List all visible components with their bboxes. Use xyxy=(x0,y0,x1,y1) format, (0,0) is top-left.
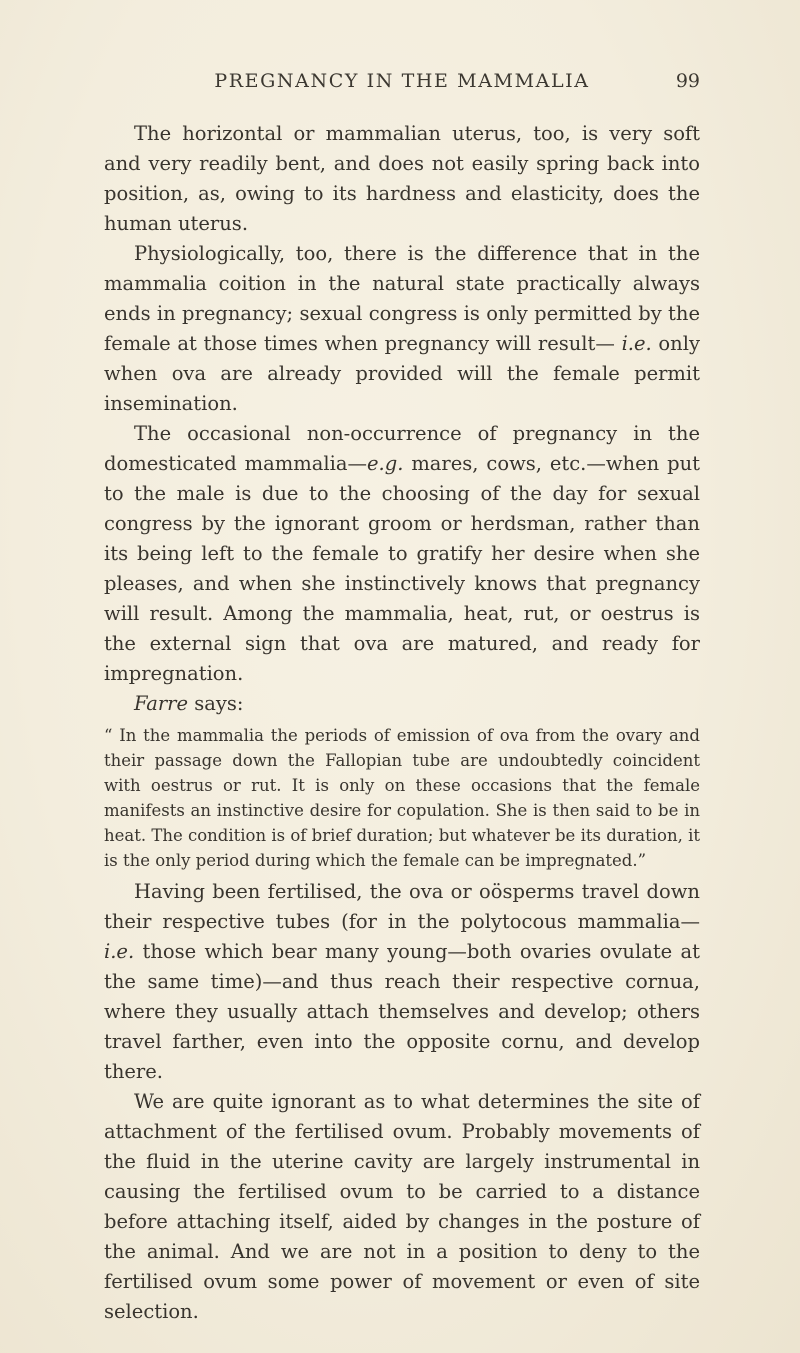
running-title: PREGNANCY IN THE MAMMALIA xyxy=(214,70,590,92)
paragraph-site-of-attachment: We are quite ignorant as to what determines the site of attachment of the fertilised ovum. Probably movements of the fluid in the uterine cavity are largely instrumental in causing the fertilised ovum to be carried to a distance before attaching itself, aided by changes in the posture of the animal. And we are not in a position to deny to the fertilised ovum some power of movement or even of site selection. xyxy=(104,1090,700,1323)
page-number: 99 xyxy=(675,70,700,92)
paragraph-farre-attribution: Farre says: xyxy=(134,692,244,715)
page-body xyxy=(104,119,700,1327)
paragraph-non-occurrence: The occasional non-occurrence of pregnancy in the domesticated mammalia—e.g. mares, cows, etc.—when put to the male is due to the choosing of the day for sexual congress by the ignorant groom or herdsman, rather than its being left to the female to gratify her desire when she pleases, and when she instinctively knows that pregnancy will result. Among the mammalia, heat, rut, or oestrus is the external sign that ova are matured, and ready for impregnation. xyxy=(104,422,701,685)
paragraph-oosperms-travel: Having been fertilised, the ova or oösperms travel down their respective tubes (for in the polytocous mammalia— i.e. those which bear many young—both ovaries ovulate at the same time)—and thus reach their respective cornua, where they usually attach themselves and develop; others travel farther, even into the opposite cornu, and develop there. xyxy=(104,880,700,1083)
paragraph-uterus-softness: The horizontal or mammalian uterus, too, is very soft and very readily bent, and does not easily spring back into position, as, owing to its hardness and elasticity, does the human uterus. xyxy=(104,122,700,235)
paragraph-physiology-coition: Physiologically, too, there is the difference that in the mammalia coition in the natural state practically always ends in pregnancy; sexual congress is only permitted by the female at those times when pregnancy will result— i.e. only when ova are already provided will the female permit insemination. xyxy=(104,242,700,415)
page-header xyxy=(104,70,700,92)
paragraph-farre-quote: “ In the mammalia the periods of emission of ova from the ovary and their passage down the Fallopian tube are undoubtedly coincident with oestrus or rut. It is only on these occasions that the female manifests an instinctive desire for copulation. She is then said to be in heat. The condition is of brief duration; but whatever be its duration, it is the only period during which the female can be impregnated.” xyxy=(104,726,700,870)
